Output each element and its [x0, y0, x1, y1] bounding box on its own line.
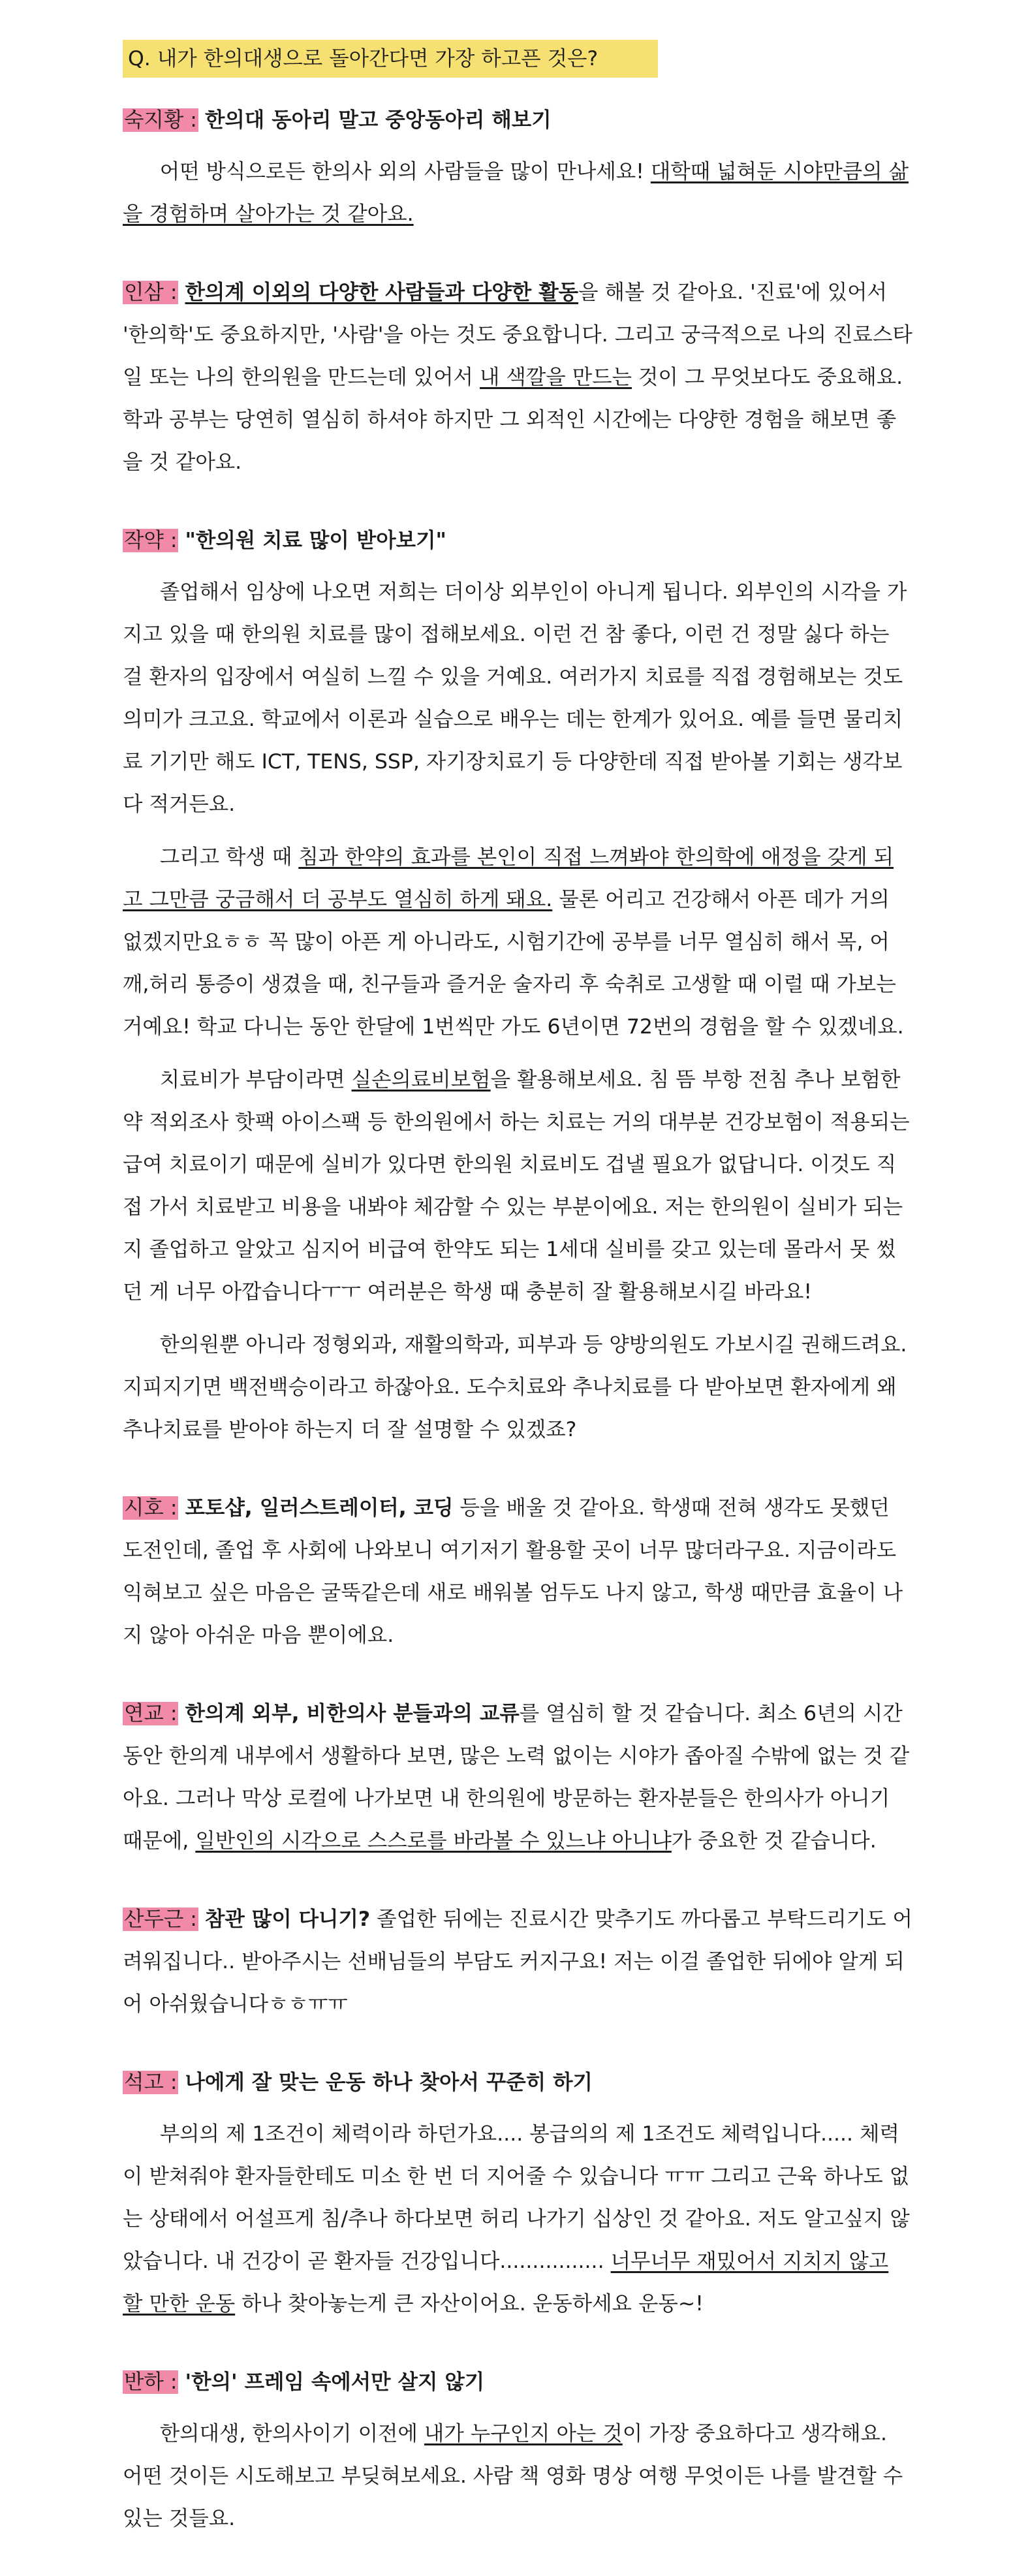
answer-section [123, 2361, 912, 2540]
author-name: 숙지황 : [124, 108, 197, 132]
author-name: 작약 : [124, 529, 178, 552]
underlined-text: 실손의료비보험 [351, 1068, 491, 1092]
underlined-text: 한의계 이외의 다양한 사람들과 다양한 활동 [185, 281, 579, 304]
answer-paragraph [123, 2413, 912, 2540]
document [123, 38, 912, 2576]
answer-paragraph [123, 1898, 912, 2026]
answer-section [123, 2062, 912, 2325]
text-run: 물론 어리고 건강해서 아픈 데가 거의 없겠지만요ㅎㅎ 꼭 많이 아픈 게 아니라도, 시험기간에 공부를 너무 열심히 해서 목, 어깨,허리 통증이 생겼을 때, 친구들과 즐거운 술자리 후 숙취로 고생할 때 이럴 때 가보는 거예요! 학교 다니는 동안 한달에 1번씩만 가도 6년이면 72번의 경험을 할 수 있겠네요. [123, 888, 904, 1039]
author-name: 시호 : [124, 1496, 178, 1520]
answer-paragraph [123, 151, 912, 236]
answer-paragraph [123, 1487, 912, 1657]
underlined-text: 침과 한약의 효과를 본인이 직접 느껴봐야 한의학에 애정을 갖게 되고 그만큼 궁금해서 더 공부도 열심히 하게 돼요. [123, 845, 894, 911]
text-run: 것이 그 무엇보다도 중요해요. 학과 공부는 당연히 열심히 하셔야 하지만 그 외적인 시간에는 다양한 경험을 해보면 좋을 것 같아요. [123, 366, 903, 474]
answer-paragraph [123, 1693, 912, 1862]
bold-text: 한의대 동아리 말고 중앙동아리 해보기 [204, 108, 552, 132]
answer-paragraph [123, 571, 912, 826]
answer-section [123, 520, 912, 1451]
text-run: 을 해볼 것 같아요. '진료'에 있어서 '한의학'도 중요하지만, '사람'을 아는 것도 중요합니다. 그리고 궁극적으로 나의 진료스타일 또는 나의 한의원을 만드는데 있어서 [123, 281, 912, 389]
text-run: 가 중요한 것 같습니다. [671, 1829, 877, 1853]
bold-text: '한의' 프레임 속에서만 살지 않기 [185, 2370, 485, 2394]
underlined-text: 너무너무 재밌어서 지치지 않고 할 만한 운동 [123, 2250, 889, 2316]
text-run: 치료비가 부담이라면 [159, 1068, 352, 1092]
bold-text: 나에게 잘 맞는 운동 하나 찾아서 꾸준히 하기 [185, 2071, 593, 2094]
author-name: 반하 : [124, 2370, 178, 2394]
text-run: 어떤 방식으로든 한의사 외의 사람들을 많이 만나세요! [159, 160, 651, 183]
answer-paragraph [123, 2113, 912, 2325]
text-run: 등을 배울 것 같아요. 학생때 전혀 생각도 못했던 도전인데, 졸업 후 사회에 나와보니 여기저기 활용할 곳이 너무 많더라구요. 지금이라도 익혀보고 싶은 마음은 굴뚝같은데 새로 배워볼 엄두도 나지 않고, 학생 때만큼 효율이 나지 않아 아쉬운 마음 뿐이에요. [123, 1496, 903, 1647]
answer-heading [123, 520, 912, 562]
answer-section [123, 1693, 912, 1862]
text-run: 졸업해서 임상에 나오면 저희는 더이상 외부인이 아니게 됩니다. 외부인의 시각을 가지고 있을 때 한의원 치료를 많이 접해보세요. 이런 건 참 좋다, 이런 건 정말 싫다 하는 걸 환자의 입장에서 여실히 느낄 수 있을 거예요. 여러가지 치료를 직접 경험해보는 것도 의미가 크고요. 학교에서 이론과 실습으로 배우는 데는 한계가 있어요. 예를 들면 물리치료 기기만 해도 ICT, TENS, SSP, 자기장치료기 등 다양한데 직접 받아볼 기회는 생각보다 적거든요. [123, 580, 907, 816]
answer-paragraph [123, 1059, 912, 1313]
text-run: 졸업한 뒤에는 진료시간 맞추기도 까다롭고 부탁드리기도 어려워집니다.. 받아주시는 선배님들의 부담도 커지구요! 저는 이걸 졸업한 뒤에야 알게 되어 아쉬웠습니다ㅎㅎㅠㅠ [123, 1908, 912, 2016]
underlined-text: 내가 누구인지 아는 것 [424, 2422, 623, 2445]
text-run: 부의의 제 1조건이 체력이라 하던가요.... 봉급의의 제 1조건도 체력입니다..... 체력이 받쳐줘야 환자들한테도 미소 한 번 더 지어줄 수 있습니다 ㅠㅠ 그리고 근육 하나도 없는 상태에서 어설프게 침/추나 하다보면 허리 나가기 십상인 것 같아요. 저도 알고싶지 않았습니다. 내 건강이 곧 환자들 건강입니다................ [123, 2122, 910, 2273]
author-name: 산두근 : [124, 1908, 197, 1931]
underlined-text: 내 색깔을 만드는 [479, 366, 632, 389]
bold-text: 한의계 외부, 비한의사 분들과의 교류 [185, 1702, 520, 1725]
bold-text: "한의원 치료 많이 받아보기" [185, 529, 446, 552]
answer-paragraph [123, 1324, 912, 1451]
author-name: 석고 : [124, 2071, 178, 2094]
text-run: 을 활용해보세요. 침 뜸 부항 전침 추나 보험한약 적외조사 핫팩 아이스팩 등 한의원에서 하는 치료는 거의 대부분 건강보험이 적용되는 급여 치료이기 때문에 실비가 있다면 한의원 치료비도 겁낼 필요가 없답니다. 이것도 직접 가서 치료받고 비용을 내봐야 체감할 수 있는 부분이에요. 저는 한의원이 실비가 되는지 졸업하고 알았고 심지어 비급여 한약도 되는 1세대 실비를 갖고 있는데 몰라서 못 썼던 게 너무 아깝습니다ㅜㅜ 여러분은 학생 때 충분히 잘 활용해보시길 바라요! [123, 1068, 910, 1304]
text-run: 한의원뿐 아니라 정형외과, 재활의학과, 피부과 등 양방의원도 가보시길 권해드려요. 지피지기면 백전백승이라고 하잖아요. 도수치료와 추나치료를 다 받아보면 환자에게 왜 추나치료를 받아야 하는지 더 잘 설명할 수 있겠죠? [123, 1333, 907, 1441]
answer-heading [123, 2062, 912, 2104]
answers-list [123, 99, 912, 2540]
answer-paragraph [123, 836, 912, 1048]
author-name: 연교 : [124, 1702, 178, 1725]
text-run: 를 열심히 할 것 같습니다. 최소 6년의 시간동안 한의계 내부에서 생활하다 보면, 많은 노력 없이는 시야가 좁아질 수밖에 없는 것 같아요. 그러나 막상 로컬에 나가보면 내 한의원에 방문하는 환자분들은 한의사가 아니기 때문에, [123, 1702, 910, 1853]
answer-heading [123, 2361, 912, 2404]
answer-section [123, 272, 912, 484]
bold-text: 참관 많이 다니기? [204, 1908, 371, 1931]
text-run: 한의대생, 한의사이기 이전에 [159, 2422, 424, 2445]
answer-section [123, 99, 912, 236]
text-run: 이 가장 중요하다고 생각해요. 어떤 것이든 시도해보고 부딪혀보세요. 사람 책 영화 명상 여행 무엇이든 나를 발견할 수 있는 것들요. [123, 2422, 903, 2530]
question-banner: Q. 내가 한의대생으로 돌아간다면 가장 하고픈 것은? [123, 40, 658, 78]
answer-section [123, 1898, 912, 2026]
bold-text: 포토샵, 일러스트레이터, 코딩 [185, 1496, 454, 1520]
underlined-text: 일반인의 시각으로 스스로를 바라볼 수 있느냐 아니냐 [195, 1829, 672, 1853]
underlined-text: 대학때 넓혀둔 시야만큼의 삶을 경험하며 살아가는 것 같아요. [123, 160, 909, 226]
answer-paragraph [123, 272, 912, 484]
answer-heading [123, 99, 912, 142]
answer-section [123, 1487, 912, 1657]
author-name: 인삼 : [124, 281, 178, 304]
text-run: 그리고 학생 때 [159, 845, 299, 869]
text-run: 하나 찾아놓는게 큰 자산이어요. 운동하세요 운동~! [235, 2292, 704, 2316]
